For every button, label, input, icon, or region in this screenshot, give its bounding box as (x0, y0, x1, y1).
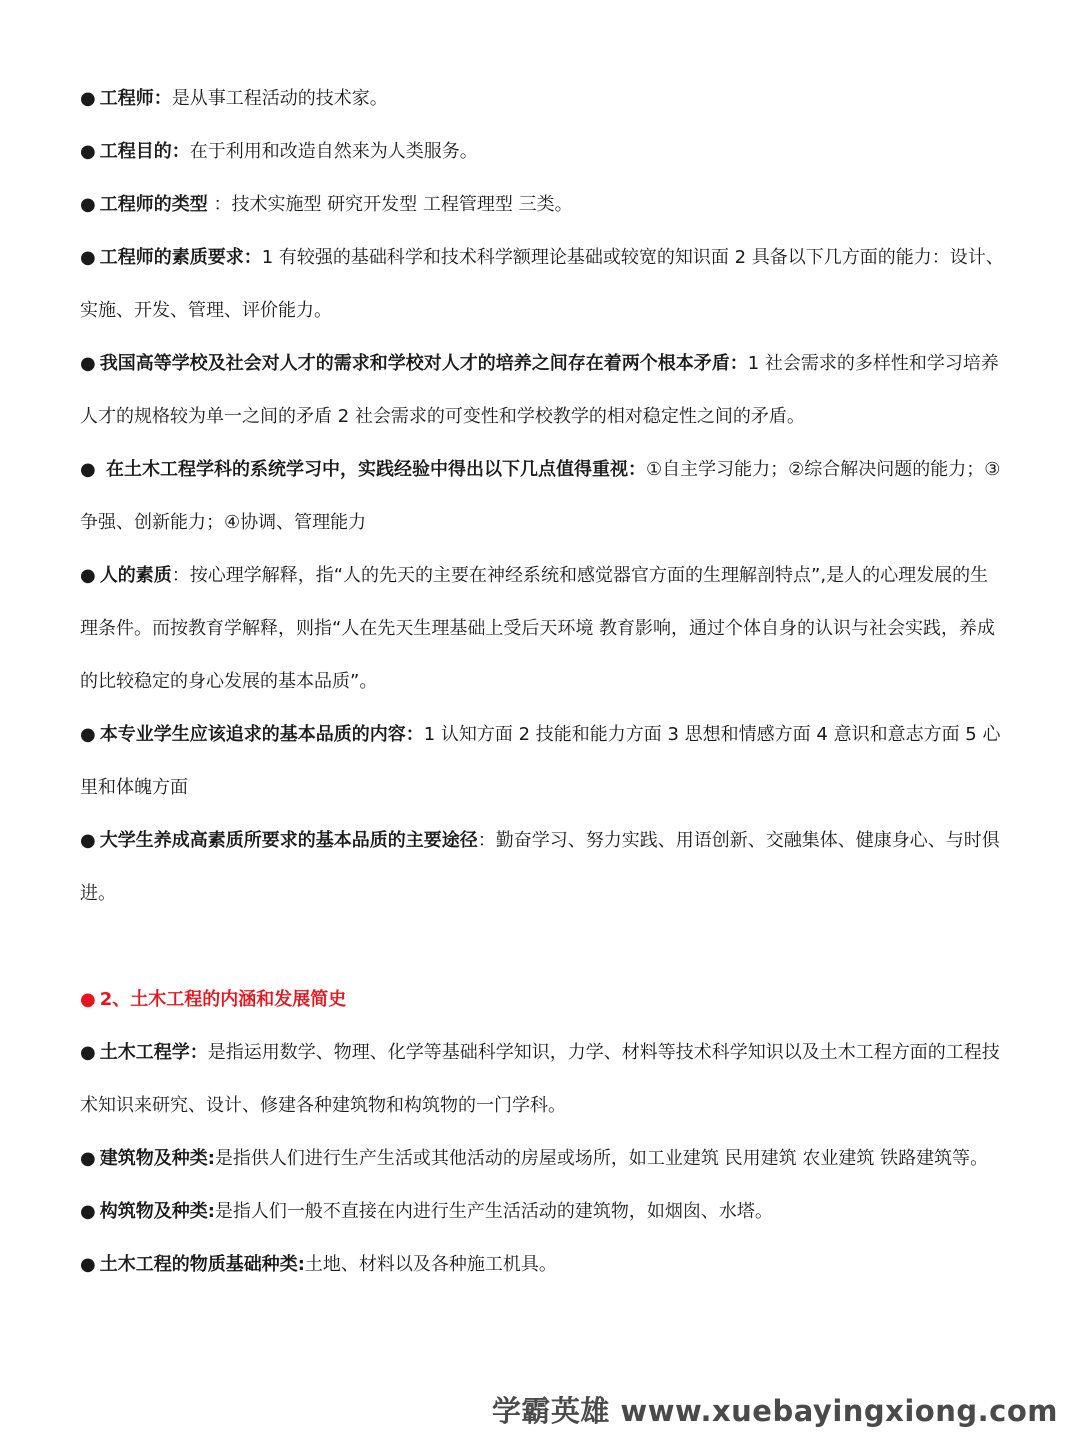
entry-text: 1 社会需求的多样性和学习培养人才的规格较为单一之间的矛盾 2 社会需求的可变性和学校教学的相对稳定性之间的矛盾。 (80, 353, 999, 427)
entry-list (80, 72, 1005, 920)
definition-entry (80, 231, 1005, 337)
entry-term: 土木工程的物质基础种类: (99, 1254, 305, 1275)
entry-text: 是指运用数学、物理、化学等基础科学知识，力学、材料等技术科学知识以及土木工程方面的工程技术知识来研究、设计、修建各种建筑物和构筑物的一门学科。 (80, 1042, 1000, 1116)
definition-entry (80, 549, 1005, 708)
entry-term: 构筑物及种类: (99, 1201, 215, 1222)
bullet-icon: ● (80, 247, 96, 268)
definition-entry (80, 1132, 1005, 1185)
bullet-icon: ● (80, 989, 96, 1010)
definition-entry (80, 1238, 1005, 1291)
document-body (80, 72, 1005, 1291)
entry-text: 土地、材料以及各种施工机具。 (304, 1254, 557, 1275)
entry-text: ：技术实施型 研究开发型 工程管理型 三类。 (207, 194, 573, 215)
entry-text: ：按心理学解释，指“人的先天的主要在神经系统和感觉器官方面的生理解剖特点”,是人的心理发展的生理条件。而按教育学解释，则指“人在先天生理基础上受后天环境 教育影响，通过个体自身的认识与社会实践，养成的比较稳定的身心发展的基本品质”。 (80, 565, 996, 692)
definition-entry (80, 337, 1005, 443)
bullet-icon: ● (80, 1201, 96, 1222)
definition-entry (80, 1026, 1005, 1132)
entry-text: ①自主学习能力；②综合解决问题的能力；③争强、创新能力；④协调、管理能力 (80, 459, 1001, 533)
entry-term: 工程目的： (99, 141, 190, 162)
entry-text: 是指人们一般不直接在内进行生产生活活动的建筑物，如烟囱、水塔。 (214, 1201, 773, 1222)
definition-entry (80, 708, 1005, 814)
entry-term: 本专业学生应该追求的基本品质的内容： (99, 724, 424, 745)
entry-text: 在于利用和改造自然来为人类服务。 (189, 141, 478, 162)
definition-entry (80, 72, 1005, 125)
definition-entry (80, 443, 1005, 549)
bullet-icon: ● (80, 1148, 96, 1169)
section-entry-list (80, 1026, 1005, 1291)
entry-text: 是从事工程活动的技术家。 (171, 88, 388, 109)
entry-term: 大学生养成高素质所要求的基本品质的主要途径 (99, 830, 478, 851)
entry-term: 建筑物及种类: (99, 1148, 215, 1169)
bullet-icon: ● (80, 565, 96, 586)
entry-term: 我国高等学校及社会对人才的需求和学校对人才的培养之间存在着两个根本矛盾： (99, 353, 748, 374)
entry-text: 1 认知方面 2 技能和能力方面 3 思想和情感方面 4 意识和意志方面 5 心里和体魄方面 (80, 724, 1001, 798)
entry-term: 人的素质 (99, 565, 172, 586)
bullet-icon: ● (80, 194, 96, 215)
definition-entry (80, 1185, 1005, 1238)
bullet-icon: ● (80, 88, 96, 109)
definition-entry (80, 814, 1005, 920)
section-heading (80, 973, 1005, 1026)
entry-text: ：勤奋学习、努力实践、用语创新、交融集体、健康身心、与时俱进。 (80, 830, 1000, 904)
bullet-icon: ● (80, 141, 96, 162)
entry-term: 工程师的类型 (99, 194, 208, 215)
entry-text: 是指供人们进行生产生活或其他活动的房屋或场所，如工业建筑 民用建筑 农业建筑 铁路建筑等。 (214, 1148, 989, 1169)
watermark: 学霸英雄 www.xuebayingxiong.com (491, 1394, 1058, 1428)
entry-term: 工程师： (99, 88, 172, 109)
entry-term: 工程师的素质要求： (99, 247, 262, 268)
entry-text: 1 有较强的基础科学和技术科学额理论基础或较宽的知识面 2 具备以下几方面的能力：设计、实施、开发、管理、评价能力。 (80, 247, 1004, 321)
bullet-icon: ● (80, 1042, 96, 1063)
bullet-icon: ● (80, 830, 96, 851)
definition-entry (80, 125, 1005, 178)
section-spacer (80, 920, 1005, 973)
entry-term: 在土木工程学科的系统学习中，实践经验中得出以下几点值得重视： (99, 459, 646, 480)
section-heading-text: 2、土木工程的内涵和发展简史 (99, 989, 347, 1010)
bullet-icon: ● (80, 724, 96, 745)
bullet-icon: ● (80, 459, 96, 480)
bullet-icon: ● (80, 1254, 96, 1275)
entry-term: 土木工程学： (99, 1042, 208, 1063)
definition-entry (80, 178, 1005, 231)
bullet-icon: ● (80, 353, 96, 374)
